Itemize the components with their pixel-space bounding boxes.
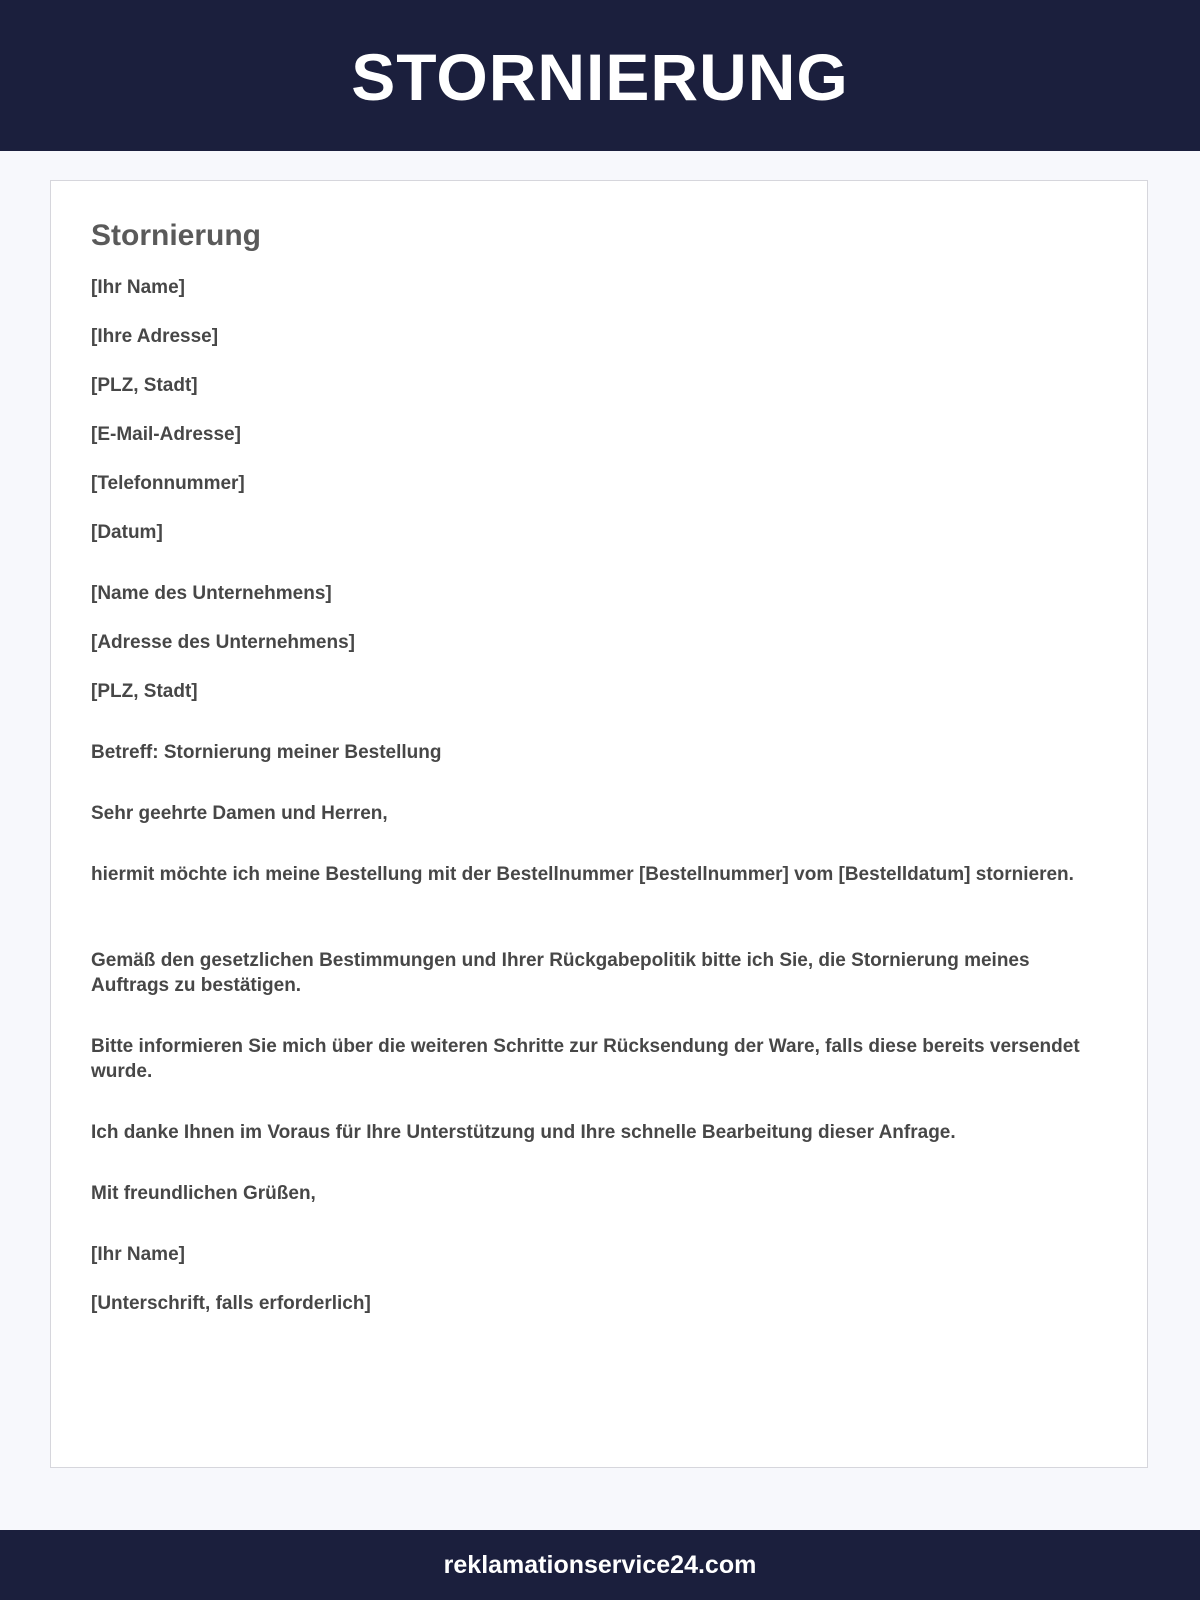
body-paragraph: Bitte informieren Sie mich über die weiteren Schritte zur Rücksendung der Ware, falls diese bereits versendet wurde.	[91, 1036, 1080, 1082]
sender-phone: [Telefonnummer]	[91, 473, 245, 494]
recipient-zip-city: [PLZ, Stadt]	[91, 681, 198, 702]
letter-date: [Datum]	[91, 522, 163, 543]
recipient-company: [Name des Unternehmens]	[91, 583, 332, 604]
footer-banner	[0, 1530, 1200, 1600]
body-paragraph: hiermit möchte ich meine Bestellung mit der Bestellnummer [Bestellnummer] vom [Bestelldatum] stornieren.	[91, 864, 1074, 885]
letter-title: Stornierung	[91, 219, 261, 252]
sender-email: [E-Mail-Adresse]	[91, 424, 241, 445]
sender-zip-city: [PLZ, Stadt]	[91, 375, 198, 396]
footer-site: reklamationservice24.com	[443, 1550, 757, 1579]
recipient-address: [Adresse des Unternehmens]	[91, 632, 355, 653]
letter-subject: Betreff: Stornierung meiner Bestellung	[91, 742, 442, 763]
header-banner	[0, 0, 1200, 151]
body-paragraph: Ich danke Ihnen im Voraus für Ihre Unterstützung und Ihre schnelle Bearbeitung dieser Anfrage.	[91, 1122, 956, 1143]
page-title: STORNIERUNG	[351, 39, 849, 114]
sender-name: [Ihr Name]	[91, 277, 185, 298]
letter-salutation: Sehr geehrte Damen und Herren,	[91, 803, 388, 824]
letter-card	[50, 180, 1148, 1468]
sender-address: [Ihre Adresse]	[91, 326, 219, 347]
signature-name: [Ihr Name]	[91, 1244, 185, 1265]
letter-closing: Mit freundlichen Grüßen,	[91, 1183, 316, 1204]
body-paragraph: Gemäß den gesetzlichen Bestimmungen und Ihrer Rückgabepolitik bitte ich Sie, die Stornierung meines Auftrags zu bestätigen.	[91, 950, 1030, 996]
signature-note: [Unterschrift, falls erforderlich]	[91, 1293, 371, 1314]
